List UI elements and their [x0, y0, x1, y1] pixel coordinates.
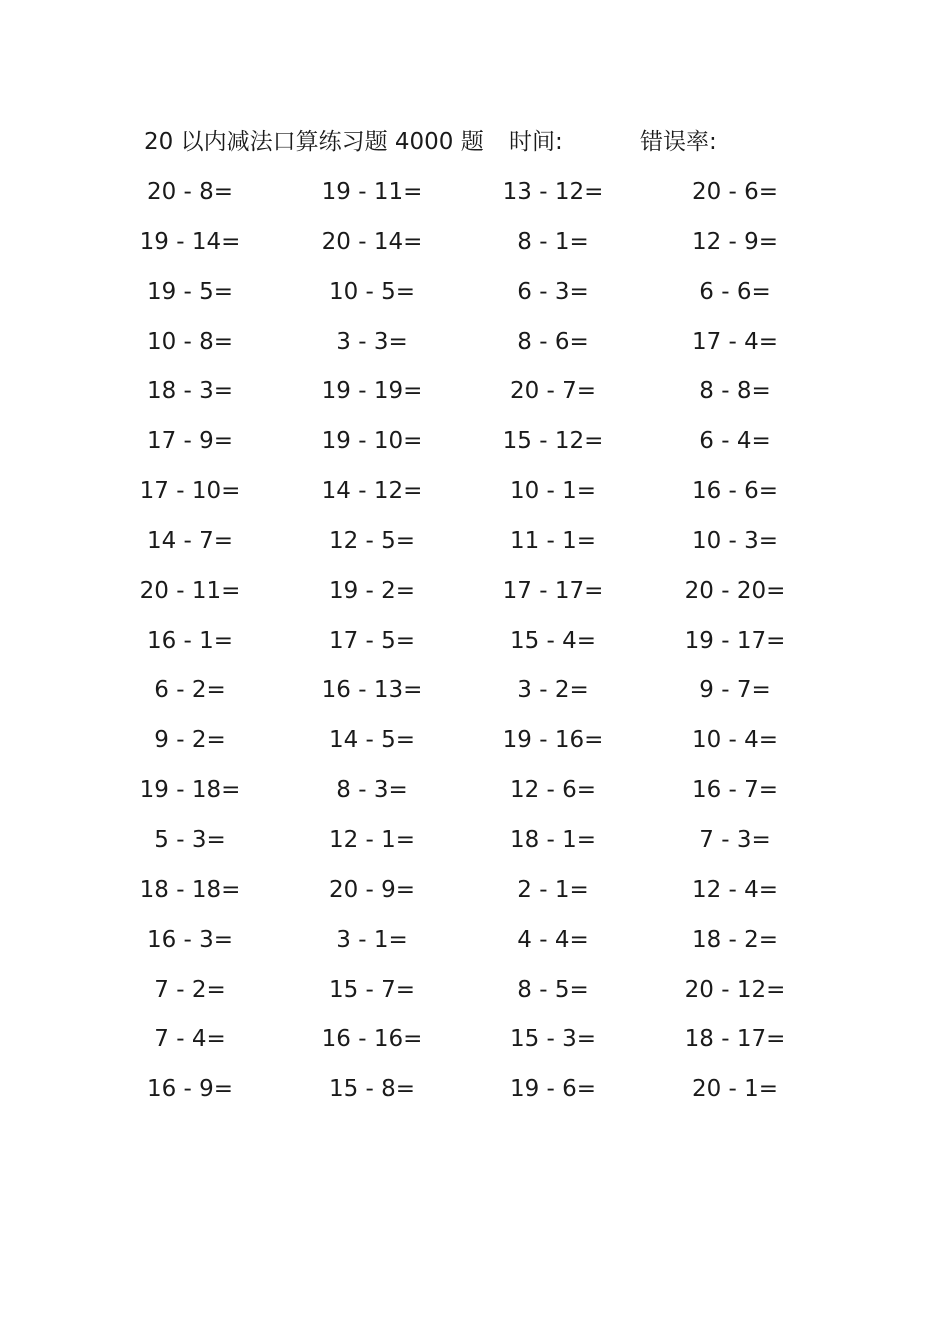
problem-item: 20 - 7=: [509, 378, 597, 405]
problem-item: 16 - 13=: [321, 677, 423, 704]
problem-item: 6 - 4=: [699, 428, 771, 455]
problem-item: 20 - 11=: [139, 577, 241, 604]
problem-item: 9 - 7=: [699, 677, 771, 704]
problem-item: 16 - 3=: [146, 926, 234, 953]
problem-row: [0, 674, 950, 724]
problem-item: 3 - 3=: [336, 328, 408, 355]
problem-row: [0, 924, 950, 974]
problem-item: 7 - 3=: [699, 826, 771, 853]
problem-item: 6 - 6=: [699, 278, 771, 305]
problem-item: 19 - 19=: [321, 378, 423, 405]
problem-item: 10 - 8=: [146, 328, 234, 355]
problem-row: [0, 425, 950, 475]
problem-item: 3 - 2=: [517, 677, 589, 704]
problem-item: 13 - 12=: [502, 179, 604, 205]
problem-item: 19 - 6=: [509, 1076, 597, 1103]
problem-item: 18 - 17=: [684, 1026, 786, 1053]
problem-item: 15 - 7=: [328, 976, 416, 1003]
problem-item: 19 - 17=: [684, 627, 786, 654]
problem-item: 14 - 7=: [146, 527, 234, 554]
problem-row: [0, 724, 950, 774]
problem-item: 2 - 1=: [517, 876, 589, 903]
problem-row: [0, 1073, 950, 1123]
problem-item: 7 - 4=: [154, 1026, 226, 1053]
problem-item: 8 - 6=: [517, 328, 589, 355]
problem-item: 12 - 6=: [509, 777, 597, 804]
problem-item: 3 - 1=: [336, 926, 408, 953]
problem-row: [0, 575, 950, 625]
problem-item: 19 - 2=: [328, 577, 416, 604]
problem-item: 11 - 1=: [509, 527, 597, 554]
worksheet-header: [0, 126, 950, 158]
problem-item: 20 - 1=: [691, 1076, 779, 1103]
problem-item: 12 - 5=: [328, 527, 416, 554]
problem-item: 17 - 9=: [146, 428, 234, 455]
problem-item: 10 - 5=: [328, 278, 416, 305]
worksheet-title: 20 以内减法口算练习题 4000 题: [144, 129, 484, 155]
problem-item: 15 - 3=: [509, 1026, 597, 1053]
problem-row: [0, 276, 950, 326]
problem-item: 20 - 6=: [691, 179, 779, 205]
problem-item: 6 - 3=: [517, 278, 589, 305]
problem-row: [0, 974, 950, 1024]
time-label: 时间:: [509, 129, 563, 155]
problem-item: 19 - 18=: [139, 777, 241, 804]
problem-item: 16 - 9=: [146, 1076, 234, 1103]
error-rate-label: 错误率:: [640, 129, 717, 155]
problem-item: 17 - 17=: [502, 577, 604, 604]
problem-row: [0, 326, 950, 376]
problem-item: 17 - 5=: [328, 627, 416, 654]
problem-item: 18 - 3=: [146, 378, 234, 405]
problem-row: [0, 874, 950, 924]
problem-item: 9 - 2=: [154, 727, 226, 754]
problem-item: 10 - 4=: [691, 727, 779, 754]
problem-item: 20 - 9=: [328, 876, 416, 903]
problem-item: 15 - 12=: [502, 428, 604, 455]
problem-item: 20 - 8=: [146, 179, 234, 205]
problem-row: [0, 226, 950, 276]
problem-row: [0, 475, 950, 525]
problem-item: 6 - 2=: [154, 677, 226, 704]
problem-item: 5 - 3=: [154, 826, 226, 853]
problem-item: 20 - 12=: [684, 976, 786, 1003]
problem-item: 8 - 5=: [517, 976, 589, 1003]
problem-item: 12 - 4=: [691, 876, 779, 903]
problem-grid: [0, 176, 950, 1123]
problem-item: 20 - 14=: [321, 228, 423, 255]
problem-row: [0, 525, 950, 575]
problem-item: 16 - 6=: [691, 478, 779, 505]
problem-row: [0, 176, 950, 226]
problem-item: 15 - 4=: [509, 627, 597, 654]
problem-item: 17 - 10=: [139, 478, 241, 505]
problem-row: [0, 375, 950, 425]
problem-item: 18 - 1=: [509, 826, 597, 853]
problem-item: 19 - 5=: [146, 278, 234, 305]
problem-item: 15 - 8=: [328, 1076, 416, 1103]
problem-row: [0, 625, 950, 675]
problem-item: 10 - 3=: [691, 527, 779, 554]
problem-item: 18 - 2=: [691, 926, 779, 953]
problem-item: 7 - 2=: [154, 976, 226, 1003]
problem-row: [0, 824, 950, 874]
problem-item: 19 - 11=: [321, 179, 423, 205]
problem-row: [0, 774, 950, 824]
problem-item: 20 - 20=: [684, 577, 786, 604]
problem-item: 18 - 18=: [139, 876, 241, 903]
problem-item: 19 - 14=: [139, 228, 241, 255]
problem-item: 14 - 5=: [328, 727, 416, 754]
problem-item: 19 - 16=: [502, 727, 604, 754]
problem-item: 19 - 10=: [321, 428, 423, 455]
problem-item: 8 - 3=: [336, 777, 408, 804]
problem-item: 16 - 1=: [146, 627, 234, 654]
problem-item: 12 - 9=: [691, 228, 779, 255]
problem-item: 8 - 1=: [517, 228, 589, 255]
problem-item: 16 - 7=: [691, 777, 779, 804]
problem-row: [0, 1023, 950, 1073]
problem-item: 16 - 16=: [321, 1026, 423, 1053]
problem-item: 12 - 1=: [328, 826, 416, 853]
problem-item: 17 - 4=: [691, 328, 779, 355]
problem-item: 4 - 4=: [517, 926, 589, 953]
problem-item: 14 - 12=: [321, 478, 423, 505]
problem-item: 8 - 8=: [699, 378, 771, 405]
problem-item: 10 - 1=: [509, 478, 597, 505]
